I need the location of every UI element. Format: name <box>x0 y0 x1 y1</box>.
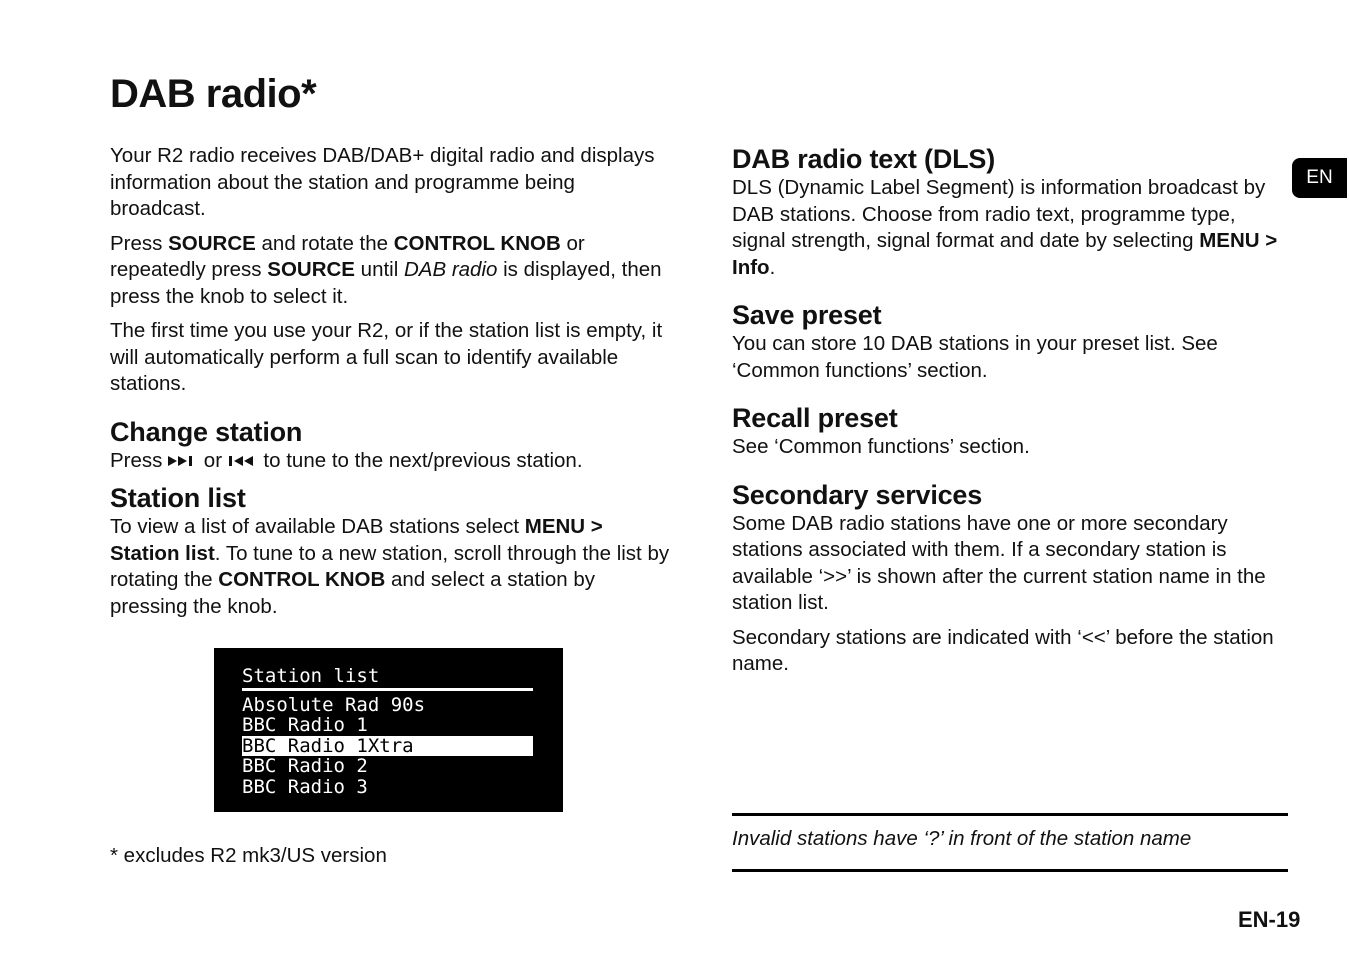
dls-paragraph: DLS (Dynamic Label Segment) is information broadcast by DAB stations. Choose from radio text, programme type, signal strength, signal format and date by selecting MENU > Info. <box>732 176 1278 279</box>
first-time-paragraph: The first time you use your R2, or if the station list is empty, it will automatically perform a full scan to identify available stations. <box>110 319 663 395</box>
change-station-heading: Change station <box>110 416 303 447</box>
footnote: * excludes R2 mk3/US version <box>110 844 387 867</box>
save-preset-paragraph: You can store 10 DAB stations in your preset list. See ‘Common functions’ section. <box>732 332 1218 382</box>
note-bottom-rule <box>732 869 1288 872</box>
page-number: EN-19 <box>1238 907 1301 932</box>
skip-back-icon <box>228 455 258 467</box>
secondary-paragraph-1: Some DAB radio stations have one or more secondary stations associated with them. If a secondary station is available ‘>>’ is shown after the current station name in the station list. <box>732 511 1266 614</box>
station-list-paragraph: To view a list of available DAB stations select MENU > Station list. To tune to a new station, scroll through the list by rotating the CONTROL KNOB and select a station by pressing the knob. <box>110 515 670 618</box>
display-row: BBC Radio 1 <box>242 714 368 736</box>
station-list-heading: Station list <box>110 483 246 513</box>
change-station-paragraph: Press or to tune to the next/previous station. <box>110 448 583 472</box>
display-divider <box>242 688 533 691</box>
display-row: BBC Radio 3 <box>242 776 368 798</box>
intro-paragraph: Your R2 radio receives DAB/DAB+ digital radio and displays information about the station and programme being broadcast. <box>110 144 655 220</box>
note-top-rule <box>732 813 1288 816</box>
display-row: BBC Radio 2 <box>242 755 368 777</box>
right-column <box>732 143 1292 686</box>
secondary-paragraph-2: Secondary stations are indicated with ‘<<’ before the station name. <box>732 625 1274 675</box>
display-title: Station list <box>242 665 380 687</box>
station-list-display <box>214 648 563 812</box>
recall-preset-paragraph: See ‘Common functions’ section. <box>732 435 1030 458</box>
save-preset-heading: Save preset <box>732 300 882 330</box>
display-row-selected: BBC Radio 1Xtra <box>242 736 533 756</box>
note-text: Invalid stations have ‘?’ in front of the station name <box>732 827 1192 850</box>
secondary-services-heading: Secondary services <box>732 479 983 510</box>
dls-heading: DAB radio text (DLS) <box>732 144 996 174</box>
source-paragraph: Press SOURCE and rotate the CONTROL KNOB or repeatedly press SOURCE until DAB radio is displayed, then press the knob to select it. <box>110 231 662 308</box>
skip-forward-icon <box>168 455 198 467</box>
left-column <box>110 143 670 628</box>
page-title: DAB radio* <box>110 72 317 116</box>
display-row: Absolute Rad 90s <box>242 694 426 716</box>
language-tab: EN <box>1292 158 1347 198</box>
recall-preset-heading: Recall preset <box>732 403 898 433</box>
